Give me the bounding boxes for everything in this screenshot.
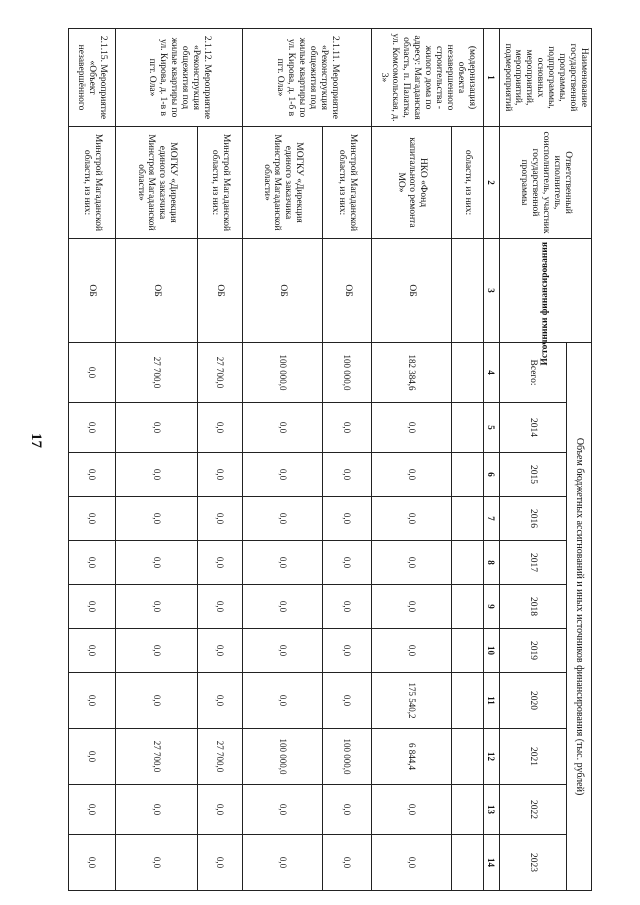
value-cell: 100 000,0 bbox=[243, 729, 323, 785]
value-cell: 0,0 bbox=[68, 453, 115, 497]
value-cell bbox=[451, 835, 483, 891]
value-cell bbox=[451, 785, 483, 835]
activity-name: 2.1.15. Мероприятие «Объект незавершённого bbox=[68, 29, 115, 127]
value-cell: 100 000,0 bbox=[322, 729, 372, 785]
value-cell: 0,0 bbox=[243, 585, 323, 629]
activity-name: (модернизация) объекта незавершенного строительства - жилого дома по адресу: Магаданская область, п. Палатка, ул. Комсомольская, д. 3» bbox=[372, 29, 483, 127]
value-cell: 27 700,0 bbox=[197, 343, 242, 403]
value-cell: 0,0 bbox=[116, 629, 198, 673]
column-number: 7 bbox=[483, 497, 499, 541]
value-cell: 0,0 bbox=[68, 541, 115, 585]
source-cell: ОБ bbox=[243, 239, 323, 343]
value-cell: 0,0 bbox=[322, 453, 372, 497]
source-cell: ОБ bbox=[197, 239, 242, 343]
value-cell: 0,0 bbox=[322, 541, 372, 585]
header-year: 2014 bbox=[499, 403, 566, 453]
value-cell: 27 700,0 bbox=[116, 729, 198, 785]
value-cell bbox=[451, 729, 483, 785]
rotated-page bbox=[65, 0, 640, 905]
value-cell: 0,0 bbox=[322, 585, 372, 629]
value-cell: 0,0 bbox=[197, 453, 242, 497]
value-cell: 0,0 bbox=[116, 585, 198, 629]
column-number: 11 bbox=[483, 673, 499, 729]
value-cell: 0,0 bbox=[116, 541, 198, 585]
value-cell: 0,0 bbox=[322, 629, 372, 673]
value-cell: 6 844,4 bbox=[372, 729, 451, 785]
value-cell: 0,0 bbox=[372, 585, 451, 629]
value-cell bbox=[451, 403, 483, 453]
activity-name: 2.1.11. Мероприятие «Реконструкция общежития под жилые квартиры по ул. Кирова, д. 1-б в пгт. Ола» bbox=[243, 29, 372, 127]
value-cell: 0,0 bbox=[372, 541, 451, 585]
column-number: 8 bbox=[483, 541, 499, 585]
value-cell: 0,0 bbox=[116, 835, 198, 891]
column-number: 5 bbox=[483, 403, 499, 453]
value-cell: 27 700,0 bbox=[116, 343, 198, 403]
column-number: 6 bbox=[483, 453, 499, 497]
value-cell: 0,0 bbox=[243, 541, 323, 585]
value-cell: 0,0 bbox=[243, 403, 323, 453]
value-cell: 0,0 bbox=[197, 629, 242, 673]
source-cell: ОБ bbox=[68, 239, 115, 343]
value-cell: 0,0 bbox=[322, 497, 372, 541]
value-cell: 0,0 bbox=[243, 453, 323, 497]
column-number: 9 bbox=[483, 585, 499, 629]
value-cell: 0,0 bbox=[243, 785, 323, 835]
value-cell: 0,0 bbox=[68, 785, 115, 835]
activity-name: 2.1.12. Мероприятие «Реконструкция общежития под жилые квартиры по ул. Кирова, д. 1-в в пгт. Ола» bbox=[116, 29, 243, 127]
header-year: 2022 bbox=[499, 785, 566, 835]
header-year: 2015 bbox=[499, 453, 566, 497]
value-cell bbox=[451, 497, 483, 541]
page-number: 17 bbox=[28, 433, 44, 448]
header-col-source bbox=[499, 239, 591, 366]
source-cell: ОБ bbox=[322, 239, 372, 343]
executor-cell: Минстрой Магаданской области, из них: bbox=[322, 127, 372, 239]
value-cell: 0,0 bbox=[68, 497, 115, 541]
funding-table bbox=[68, 28, 592, 891]
value-cell: 0,0 bbox=[372, 453, 451, 497]
column-number: 4 bbox=[483, 343, 499, 403]
value-cell: 0,0 bbox=[372, 403, 451, 453]
value-cell: 0,0 bbox=[322, 403, 372, 453]
value-cell: 175 540,2 bbox=[372, 673, 451, 729]
source-cell: ОБ bbox=[116, 239, 198, 343]
value-cell: 0,0 bbox=[372, 785, 451, 835]
value-cell bbox=[451, 453, 483, 497]
value-cell: 0,0 bbox=[116, 497, 198, 541]
header-year: 2020 bbox=[499, 673, 566, 729]
value-cell: 0,0 bbox=[372, 497, 451, 541]
value-cell bbox=[451, 629, 483, 673]
value-cell: 0,0 bbox=[68, 585, 115, 629]
value-cell: 100 000,0 bbox=[322, 343, 372, 403]
header-year: 2021 bbox=[499, 729, 566, 785]
value-cell: 0,0 bbox=[322, 835, 372, 891]
executor-cell: НКО «Фонд капитального ремонта МО» bbox=[372, 127, 451, 239]
executor-cell: Минстрой Магаданской области, из них: bbox=[197, 127, 242, 239]
value-cell: 0,0 bbox=[68, 729, 115, 785]
value-cell: 100 000,0 bbox=[243, 343, 323, 403]
column-number: 10 bbox=[483, 629, 499, 673]
value-cell: 0,0 bbox=[372, 835, 451, 891]
value-cell: 0,0 bbox=[68, 629, 115, 673]
value-cell bbox=[451, 343, 483, 403]
value-cell: 0,0 bbox=[372, 629, 451, 673]
value-cell: 27 700,0 bbox=[197, 729, 242, 785]
table-row bbox=[116, 29, 198, 891]
value-cell: 0,0 bbox=[243, 835, 323, 891]
table-row bbox=[68, 29, 115, 891]
header-year: 2016 bbox=[499, 497, 566, 541]
header-col-source-text: Источники финансирования bbox=[539, 242, 550, 366]
source-cell: ОБ bbox=[372, 239, 451, 343]
column-number: 13 bbox=[483, 785, 499, 835]
value-cell: 0,0 bbox=[243, 629, 323, 673]
value-cell: 0,0 bbox=[116, 673, 198, 729]
value-cell: 0,0 bbox=[116, 785, 198, 835]
table-row bbox=[372, 29, 451, 891]
header-year: 2017 bbox=[499, 541, 566, 585]
column-number: 14 bbox=[483, 835, 499, 891]
value-cell: 0,0 bbox=[197, 835, 242, 891]
value-cell: 0,0 bbox=[197, 541, 242, 585]
value-cell bbox=[451, 585, 483, 629]
value-cell: 0,0 bbox=[116, 403, 198, 453]
column-number: 3 bbox=[483, 239, 499, 343]
executor-cell: МОГКУ «Дирекция единого заказчика Минстроя Магаданской области» bbox=[116, 127, 198, 239]
source-cell bbox=[451, 239, 483, 343]
header-col-name: Наименование государственной программы, подпрограммы, основных мероприятий, мероприятий, подмероприятий bbox=[499, 29, 591, 127]
value-cell: 0,0 bbox=[197, 673, 242, 729]
executor-cell: Минстрой Магаданской области, из них: bbox=[68, 127, 115, 239]
value-cell: 0,0 bbox=[68, 673, 115, 729]
executor-cell: области, из них: bbox=[451, 127, 483, 239]
value-cell: 0,0 bbox=[116, 453, 198, 497]
header-year: Всего: bbox=[499, 343, 566, 403]
table-row bbox=[322, 29, 372, 891]
value-cell: 0,0 bbox=[322, 785, 372, 835]
header-col-executor: Ответственный исполнитель, соисполнитель, участник государственной программы bbox=[499, 127, 591, 239]
value-cell: 0,0 bbox=[68, 835, 115, 891]
value-cell: 0,0 bbox=[197, 785, 242, 835]
value-cell: 0,0 bbox=[243, 673, 323, 729]
column-number: 2 bbox=[483, 127, 499, 239]
column-number: 12 bbox=[483, 729, 499, 785]
table-row bbox=[197, 29, 242, 891]
header-year: 2018 bbox=[499, 585, 566, 629]
value-cell: 0,0 bbox=[68, 343, 115, 403]
table-row bbox=[243, 29, 323, 891]
value-cell: 0,0 bbox=[243, 497, 323, 541]
value-cell: 0,0 bbox=[197, 497, 242, 541]
value-cell: 0,0 bbox=[322, 673, 372, 729]
value-cell bbox=[451, 673, 483, 729]
header-year: 2023 bbox=[499, 835, 566, 891]
value-cell: 0,0 bbox=[197, 585, 242, 629]
executor-cell: МОГКУ «Дирекция единого заказчика Минстроя Магаданской области» bbox=[243, 127, 323, 239]
column-number: 1 bbox=[483, 29, 499, 127]
value-cell: 0,0 bbox=[197, 403, 242, 453]
value-cell bbox=[451, 541, 483, 585]
value-cell: 182 384,6 bbox=[372, 343, 451, 403]
header-funding-title: Объем бюджетных ассигнований и иных источников финансирования (тыс. рублей) bbox=[566, 343, 591, 891]
value-cell: 0,0 bbox=[68, 403, 115, 453]
header-year: 2019 bbox=[499, 629, 566, 673]
table-row bbox=[451, 29, 483, 891]
